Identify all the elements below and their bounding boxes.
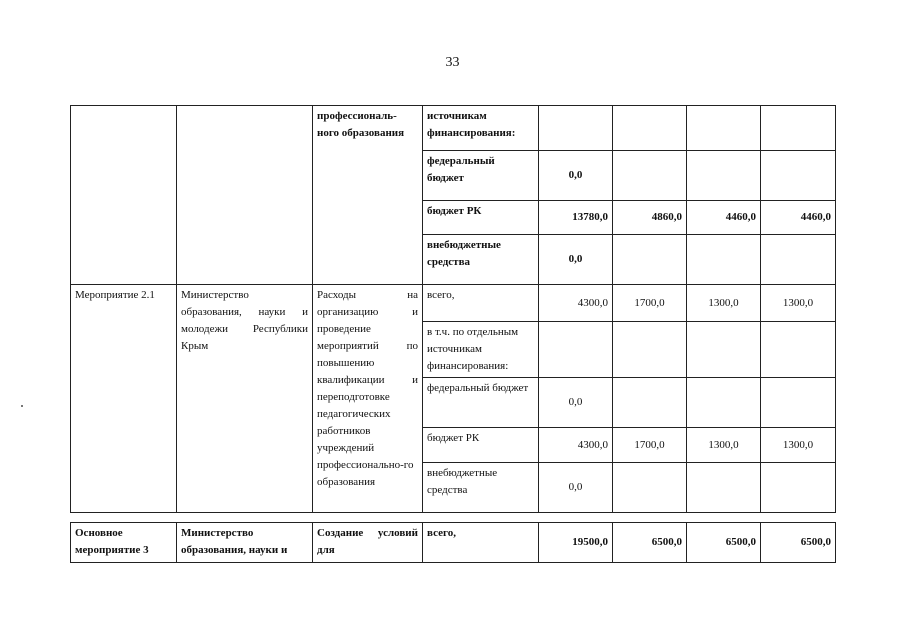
- year2-cell: 1300,0: [687, 428, 761, 463]
- year2-cell: [687, 378, 761, 428]
- total-cell: [539, 322, 613, 378]
- year1-cell: [613, 151, 687, 201]
- total-cell: 0,0: [539, 235, 613, 285]
- year1-cell: 1700,0: [613, 285, 687, 322]
- total-cell: 19500,0: [539, 523, 613, 563]
- source-cell: федеральный бюджет: [423, 151, 539, 201]
- measure-name-cell: Основное мероприятие 3: [71, 523, 177, 563]
- description-cell: профессиональ-ного образования: [313, 106, 423, 285]
- source-cell: федеральный бюджет: [423, 378, 539, 428]
- total-cell: [539, 106, 613, 151]
- year3-cell: 1300,0: [761, 428, 836, 463]
- year3-cell: [761, 378, 836, 428]
- year1-cell: [613, 106, 687, 151]
- year1-cell: [613, 463, 687, 513]
- source-cell: всего,: [423, 285, 539, 322]
- executor-cell: Министерство образования, науки и молодежи Республики Крым: [177, 285, 313, 513]
- year3-cell: [761, 151, 836, 201]
- source-cell: источникам финансирования:: [423, 106, 539, 151]
- table-row: [71, 106, 836, 151]
- year3-cell: 6500,0: [761, 523, 836, 563]
- year2-cell: 1300,0: [687, 285, 761, 322]
- budget-table-continued: [70, 105, 836, 513]
- table-row: [71, 285, 836, 322]
- year1-cell: [613, 322, 687, 378]
- description-cell: Расходы на организацию и проведение мероприятий по повышению квалификации и переподготовке педагогических работников учреждений профессионально-го образования: [313, 285, 423, 513]
- executor-cell: Министерство образования, науки и: [177, 523, 313, 563]
- total-cell: 4300,0: [539, 285, 613, 322]
- year3-cell: [761, 235, 836, 285]
- budget-table-next: [70, 522, 836, 563]
- year2-cell: 4460,0: [687, 201, 761, 235]
- year2-cell: [687, 106, 761, 151]
- year3-cell: [761, 463, 836, 513]
- source-cell: внебюджетные средства: [423, 463, 539, 513]
- total-cell: 4300,0: [539, 428, 613, 463]
- total-cell: 13780,0: [539, 201, 613, 235]
- total-cell: 0,0: [539, 151, 613, 201]
- year2-cell: [687, 151, 761, 201]
- source-cell: внебюджетные средства: [423, 235, 539, 285]
- source-cell: всего,: [423, 523, 539, 563]
- year1-cell: [613, 235, 687, 285]
- year3-cell: 1300,0: [761, 285, 836, 322]
- table-row: [71, 523, 836, 563]
- source-cell: бюджет РК: [423, 428, 539, 463]
- source-cell: бюджет РК: [423, 201, 539, 235]
- year2-cell: 6500,0: [687, 523, 761, 563]
- scan-speck: [21, 405, 23, 407]
- measure-name-cell: Мероприятие 2.1: [71, 285, 177, 513]
- measure-name-cell: [71, 106, 177, 285]
- year3-cell: [761, 322, 836, 378]
- year2-cell: [687, 235, 761, 285]
- year2-cell: [687, 463, 761, 513]
- year1-cell: 6500,0: [613, 523, 687, 563]
- year1-cell: 4860,0: [613, 201, 687, 235]
- year1-cell: [613, 378, 687, 428]
- executor-cell: [177, 106, 313, 285]
- year3-cell: [761, 106, 836, 151]
- source-cell: в т.ч. по отдельным источникам финансирования:: [423, 322, 539, 378]
- total-cell: 0,0: [539, 463, 613, 513]
- year3-cell: 4460,0: [761, 201, 836, 235]
- total-cell: 0,0: [539, 378, 613, 428]
- page-number: 33: [445, 55, 460, 70]
- year1-cell: 1700,0: [613, 428, 687, 463]
- year2-cell: [687, 322, 761, 378]
- description-cell: Создание условий для: [313, 523, 423, 563]
